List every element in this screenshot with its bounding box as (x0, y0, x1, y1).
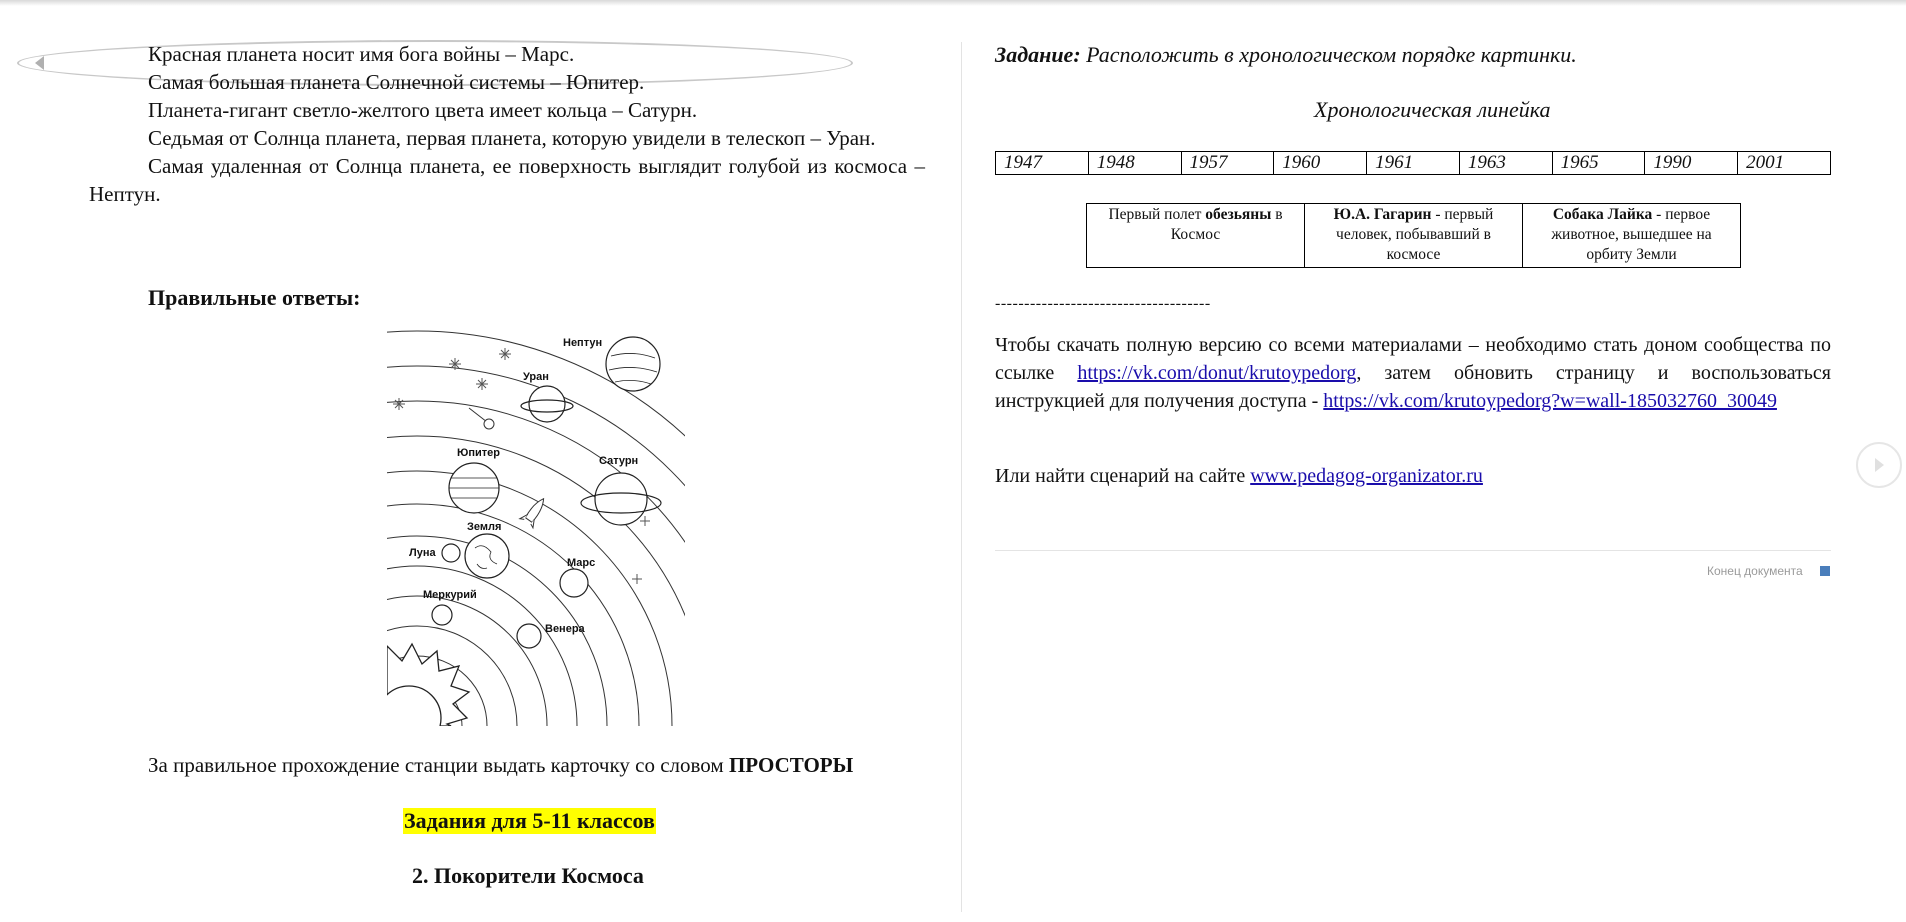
label-saturn: Сатурн (599, 455, 639, 467)
section-heading: 2. Покорители Космоса (412, 863, 644, 888)
prize-text (148, 753, 853, 778)
timeline-title: Хронологическая линейка (1314, 97, 1551, 122)
solar-system-diagram (387, 326, 685, 726)
event-cell-laika (1523, 204, 1741, 268)
label-uranus: Уран (523, 371, 549, 383)
year-cell: 1961 (1367, 152, 1460, 175)
events-table (1086, 203, 1741, 268)
next-page-button[interactable] (1856, 442, 1902, 488)
event-text: в Космос (1170, 206, 1283, 243)
neptune-planet (606, 337, 660, 391)
moon (442, 544, 460, 562)
task-label: Задание: (995, 42, 1081, 67)
download-paragraph (995, 331, 1831, 415)
download-text: , затем обновить страницу и воспользоваться инструкцией для получения доступа - (995, 362, 1831, 412)
mercury-planet (432, 605, 452, 625)
download-text: Чтобы скачать полную версию со всеми материалами – необходимо стать доном сообщества по ссылке (995, 334, 1831, 384)
prize-word: ПРОСТОРЫ (728, 753, 854, 777)
label-jupiter: Юпитер (457, 447, 500, 459)
label-earth: Земля (467, 521, 502, 533)
year-cell: 1990 (1645, 152, 1738, 175)
event-text: - первый человек, побывавший в космосе (1336, 206, 1494, 263)
year-cell: 1948 (1088, 152, 1181, 175)
year-cell: 1957 (1181, 152, 1274, 175)
left-page-text (89, 40, 925, 208)
label-mercury: Меркурий (423, 589, 477, 601)
event-bold: обезьяны (1205, 206, 1272, 223)
event-bold: Ю.А. Гагарин (1333, 206, 1432, 223)
answers-title: Правильные ответы: (148, 285, 361, 310)
site-text: Или найти сценарий на сайте (995, 465, 1251, 487)
site-line (995, 465, 1483, 488)
task-instruction (995, 42, 1577, 68)
year-cell: 1960 (1274, 152, 1367, 175)
paragraph-mars: Красная планета носит имя бога войны – Марс. (148, 42, 575, 66)
chevron-right-icon (1870, 456, 1888, 474)
label-neptune: Нептун (563, 337, 603, 349)
earth-planet (465, 534, 509, 578)
site-link[interactable]: www.pedagog-organizator.ru (1250, 465, 1483, 487)
page-divider (961, 42, 962, 912)
event-text: Первый полет (1108, 206, 1206, 223)
uranus-planet (529, 386, 565, 422)
document-end-rule (995, 550, 1831, 551)
timeline-years-table (995, 151, 1831, 175)
saturn-planet (595, 473, 647, 525)
paragraph-uranus: Седьмая от Солнца планета, первая планета, которую увидели в телескоп – Уран. (148, 126, 876, 150)
event-bold: Собака Лайка (1552, 206, 1653, 223)
event-cell-monkey (1087, 204, 1305, 268)
year-cell: 1947 (996, 152, 1089, 175)
document-end-label: Конец документа (1707, 564, 1803, 578)
paragraph-jupiter: Самая большая планета Солнечной системы – Юпитер. (148, 70, 645, 94)
top-shadow (0, 0, 1906, 6)
event-text: - первое животное, вышедшее на орбиту Земли (1551, 206, 1712, 263)
tasks-heading: Задания для 5-11 классов (404, 808, 655, 833)
label-venus: Венера (545, 623, 585, 635)
paragraph-saturn: Планета-гигант светло-желтого цвета имеет кольца – Сатурн. (148, 98, 698, 122)
task-text: Расположить в хронологическом порядке картинки. (1080, 42, 1577, 67)
event-cell-gagarin (1305, 204, 1523, 268)
label-mars: Марс (567, 557, 596, 569)
label-moon: Луна (409, 547, 436, 559)
document-end-marker (1820, 566, 1830, 576)
paragraph-neptune: Самая удаленная от Солнца планета, ее поверхность выглядит голубой из космоса – Нептун. (89, 154, 925, 206)
donut-link[interactable]: https://vk.com/donut/krutoypedorg (1077, 362, 1357, 384)
wall-post-link[interactable]: https://vk.com/krutoypedorg?w=wall-185032760_30049 (1323, 390, 1777, 412)
year-cell: 2001 (1738, 152, 1831, 175)
separator-line: ------------------------------------- (995, 295, 1211, 312)
venus-planet (517, 624, 541, 648)
year-cell: 1963 (1459, 152, 1552, 175)
chevron-left-icon (31, 54, 49, 72)
year-cell: 1965 (1552, 152, 1645, 175)
prize-sentence: За правильное прохождение станции выдать карточку со словом (148, 753, 729, 777)
mars-planet (560, 569, 588, 597)
